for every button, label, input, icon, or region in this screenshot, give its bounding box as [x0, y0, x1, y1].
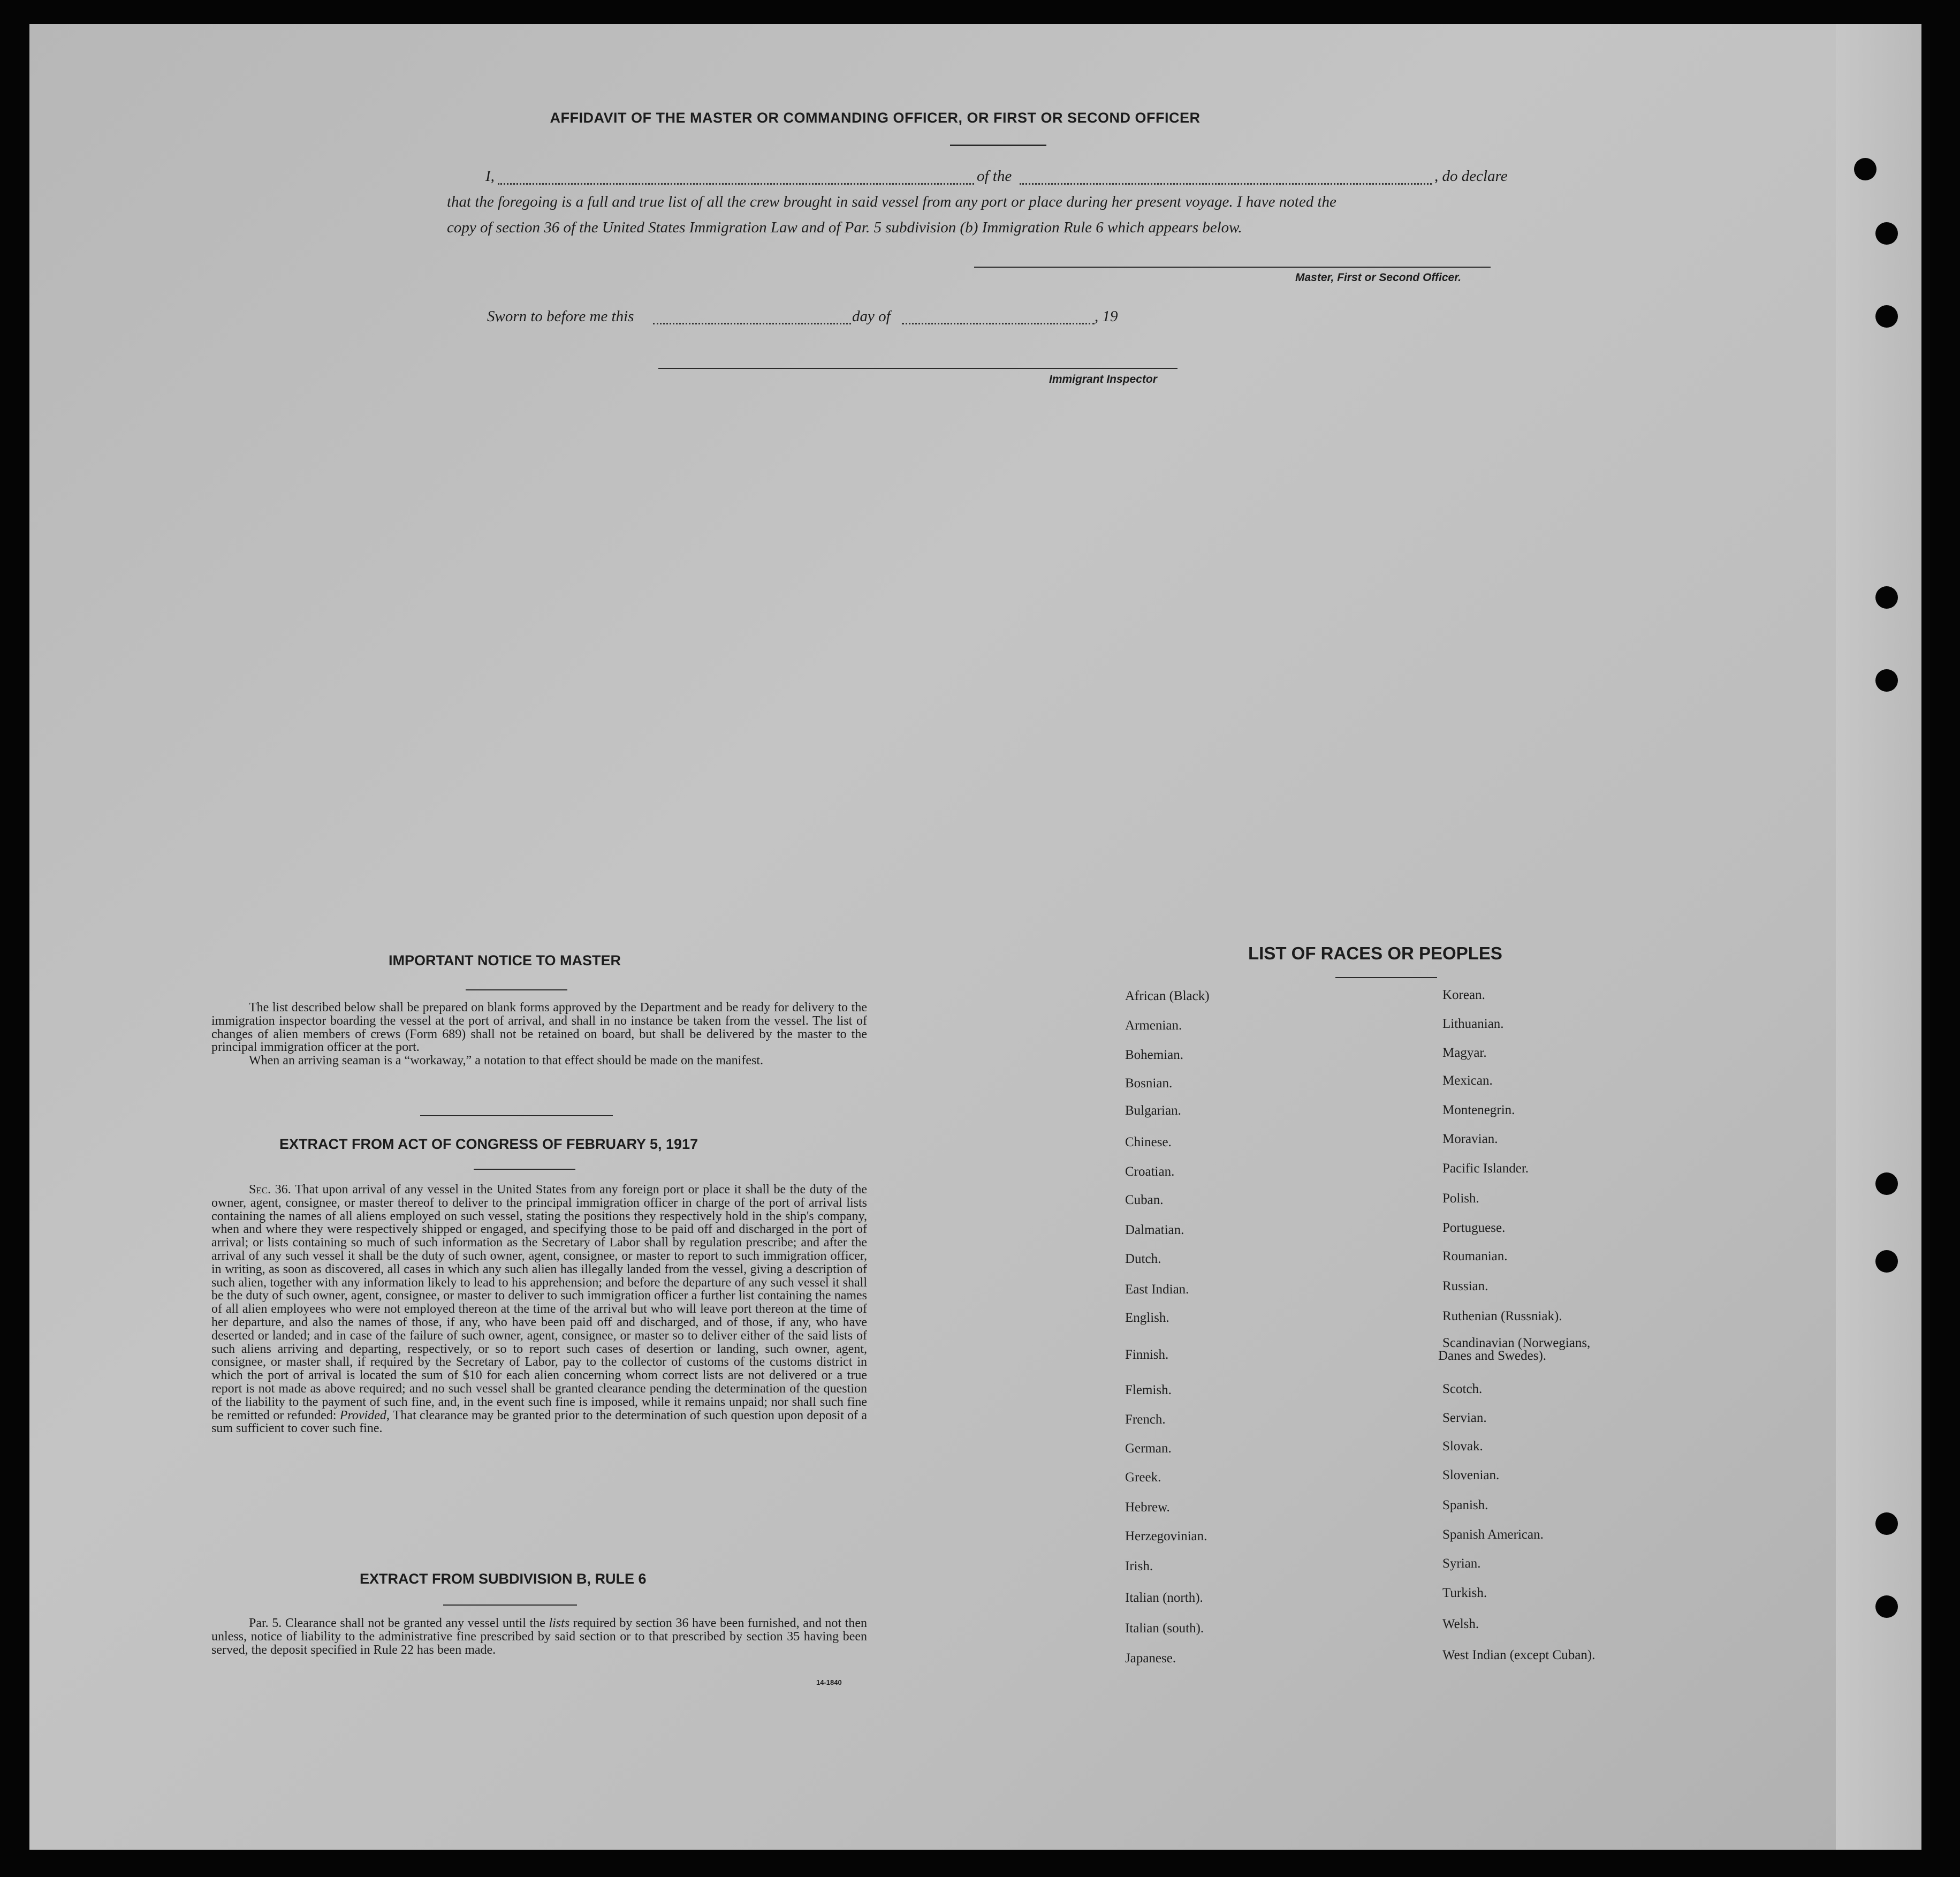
race-item: French. — [1125, 1412, 1166, 1427]
race-item: Welsh. — [1442, 1617, 1479, 1631]
race-item: Russian. — [1442, 1279, 1488, 1293]
race-item: Magyar. — [1442, 1046, 1487, 1060]
rule-text-b: required by section 36 have been furnished, and not then unless, notice of liability to the administrative fine prescribed by said section or to that prescribed by section 35 having been served, the deposit specified in Rule 22 has been made. — [211, 1616, 868, 1657]
race-item: Herzegovinian. — [1125, 1529, 1207, 1543]
act-underline — [474, 1169, 575, 1170]
form-number: 14-1840 — [816, 1678, 842, 1686]
race-item: Japanese. — [1125, 1651, 1176, 1666]
act-text-end: That clearance may be granted prior to the determination of such question upon deposit of a sum sufficient to cover such fine. — [211, 1408, 867, 1436]
race-item: Croatian. — [1125, 1164, 1175, 1179]
binder-hole — [1875, 1595, 1898, 1618]
binder-hole — [1875, 586, 1898, 609]
race-item: Syrian. — [1442, 1556, 1481, 1571]
race-item: Cuban. — [1125, 1193, 1164, 1207]
race-item: Bulgarian. — [1125, 1103, 1181, 1118]
race-item: Bosnian. — [1125, 1076, 1173, 1091]
rule-underline — [443, 1604, 577, 1606]
race-item: Chinese. — [1125, 1135, 1172, 1149]
race-item: Dutch. — [1125, 1252, 1161, 1266]
races-underline — [1335, 977, 1437, 978]
act-extract-body — [211, 1183, 867, 1435]
race-item: English. — [1125, 1311, 1169, 1325]
race-item: East Indian. — [1125, 1282, 1189, 1297]
race-item: Bohemian. — [1125, 1048, 1184, 1062]
race-item: African (Black) — [1125, 989, 1210, 1003]
race-item: Greek. — [1125, 1470, 1161, 1485]
inspector-caption: Immigrant Inspector — [1049, 373, 1157, 385]
section-label: Sec. 36. — [249, 1183, 291, 1197]
rule-text-a: Par. 5. Clearance shall not be granted any vessel until the — [249, 1616, 545, 1630]
race-item: Servian. — [1442, 1411, 1487, 1425]
year-text: , 19 — [1095, 308, 1118, 325]
binder-hole — [1875, 1512, 1898, 1535]
race-item: Turkish. — [1442, 1586, 1487, 1600]
notice-title: IMPORTANT NOTICE TO MASTER — [389, 952, 621, 968]
notice-paragraph: When an arriving seaman is a “workaway,” a notation to that effect should be made on the manifest. — [249, 1054, 763, 1068]
race-item: Korean. — [1442, 988, 1485, 1002]
race-item: Polish. — [1442, 1191, 1479, 1206]
notice-underline — [466, 989, 567, 990]
act-text: That upon arrival of any vessel in the United States from any foreign port or place it shall be the duty of the owner, agent, consignee, or master thereof to deliver to the principal immigration officer in charge of the port of arrival lists containing the names of all aliens employed on such vessel, stating the positions they respectively hold in the ship's company, when and where they were respectively shipped or engaged, and specifying those to be paid off and discharged in the port of arrival; or lists containing so much of such information as the Secretary of Labor shall by regulation prescribe; and after the arrival of any such vessel it shall be the duty of such owner, agent, consignee, or master to report to such immigration officer, in writing, as soon as discovered, all cases in which any such alien has illegally landed from the vessel, giving a description of such alien, together with any information likely to lead to his apprehension; and before the departure of any such vessel it shall be the duty of such owner, agent, consignee, or master to deliver to such immigration officer a further list containing the names of all alien employees who were not employed thereon at the time of the arrival but who will leave port thereon at the time of her departure, and also the names of those, if any, who have been paid off and discharged, and of those, if any, who have deserted or landed; and in case of the failure of such owner, agent, consignee, or master so to deliver either of the said lists of such aliens arriving and departing, respectively, or so to report such cases of desertion or landing, such owner, agent, consignee, or master shall, if required by the Secretary of Labor, pay to the collector of customs of the customs district in which the port of arrival is located the sum of $10 for each alien concerning whom correct lists are not delivered or a true report is not made as above required; and no such vessel shall be granted clearance pending the determination of the question of the liability to the payment of such fine, and, in the event such fine is imposed, while it remains unpaid; nor shall such fine be remitted or refunded: — [211, 1183, 868, 1422]
race-item: Montenegrin. — [1442, 1103, 1515, 1117]
title-underline — [950, 145, 1046, 146]
affidavit-of-the: of the — [977, 168, 1012, 185]
act-extract-title: EXTRACT FROM ACT OF CONGRESS OF FEBRUARY 5, 1917 — [279, 1136, 698, 1152]
race-item: Armenian. — [1125, 1018, 1182, 1033]
binder-hole — [1875, 305, 1898, 328]
notice-paragraph: The list described below shall be prepared on blank forms approved by the Department and be ready for delivery to the immigration inspector boarding the vessel at the port of arrival, and shall in no instance be taken from the vessel. The list of changes of alien members of crews (Form 689) shall not be retained on board, but shall be delivered by the master to the principal immigration officer at the port. — [211, 1001, 867, 1055]
signature-line[interactable] — [974, 267, 1491, 268]
race-item: West Indian (except Cuban). — [1442, 1648, 1596, 1662]
race-item: Slovak. — [1442, 1439, 1483, 1454]
affidavit-line3: copy of section 36 of the United States Immigration Law and of Par. 5 subdivision (b) Immigration Rule 6 which appears below. — [447, 219, 1242, 236]
race-item: Flemish. — [1125, 1383, 1172, 1397]
race-item: Italian (south). — [1125, 1621, 1204, 1636]
race-item: Scandinavian (Norwegians, — [1442, 1336, 1591, 1350]
rule-extract-body — [211, 1617, 867, 1656]
binder-hole — [1875, 222, 1898, 245]
name-field-line[interactable] — [498, 183, 974, 185]
race-item-continuation: Danes and Swedes). — [1438, 1349, 1547, 1363]
race-item: Ruthenian (Russniak). — [1442, 1309, 1562, 1323]
lists-word: lists — [549, 1616, 570, 1630]
affidavit-line2: that the foregoing is a full and true list of all the crew brought in said vessel from any port or place during her present voyage. I have noted the — [447, 193, 1336, 210]
race-item: Italian (north). — [1125, 1591, 1203, 1605]
race-item: Slovenian. — [1442, 1468, 1500, 1482]
race-item: Hebrew. — [1125, 1500, 1170, 1515]
sworn-day-field-line[interactable] — [653, 323, 851, 324]
rule-extract-title: EXTRACT FROM SUBDIVISION B, RULE 6 — [360, 1571, 647, 1587]
race-item: Moravian. — [1442, 1132, 1498, 1146]
binder-hole — [1854, 158, 1877, 180]
inspector-signature-line[interactable] — [658, 368, 1177, 369]
page-edge — [1836, 24, 1921, 1850]
race-item: German. — [1125, 1441, 1172, 1456]
race-item: Spanish. — [1442, 1498, 1488, 1512]
race-item: Dalmatian. — [1125, 1223, 1184, 1237]
race-item: Lithuanian. — [1442, 1017, 1504, 1031]
race-item: Finnish. — [1125, 1348, 1169, 1362]
binder-hole — [1875, 669, 1898, 692]
vessel-field-line[interactable] — [1020, 183, 1432, 185]
affidavit-declare: , do declare — [1434, 168, 1508, 185]
race-item: Portuguese. — [1442, 1221, 1506, 1235]
race-item: Pacific Islander. — [1442, 1161, 1529, 1176]
day-of-text: day of — [852, 308, 891, 325]
notice-body — [211, 1001, 867, 1068]
document-page — [29, 24, 1921, 1850]
races-title: LIST OF RACES OR PEOPLES — [1248, 943, 1502, 963]
race-item: Mexican. — [1442, 1073, 1493, 1088]
race-item: Irish. — [1125, 1559, 1153, 1573]
section-divider — [420, 1115, 613, 1116]
race-item: Scotch. — [1442, 1382, 1483, 1396]
provided-word: Provided, — [339, 1408, 390, 1422]
signature-caption: Master, First or Second Officer. — [1295, 271, 1462, 284]
race-item: Roumanian. — [1442, 1249, 1508, 1263]
sworn-text: Sworn to before me this — [487, 308, 634, 325]
binder-hole — [1875, 1172, 1898, 1195]
month-field-line[interactable] — [902, 323, 1095, 324]
affidavit-i: I, — [485, 168, 495, 185]
affidavit-title: AFFIDAVIT OF THE MASTER OR COMMANDING OFFICER, OR FIRST OR SECOND OFFICER — [550, 110, 1201, 126]
binder-hole — [1875, 1250, 1898, 1273]
race-item: Spanish American. — [1442, 1527, 1544, 1542]
